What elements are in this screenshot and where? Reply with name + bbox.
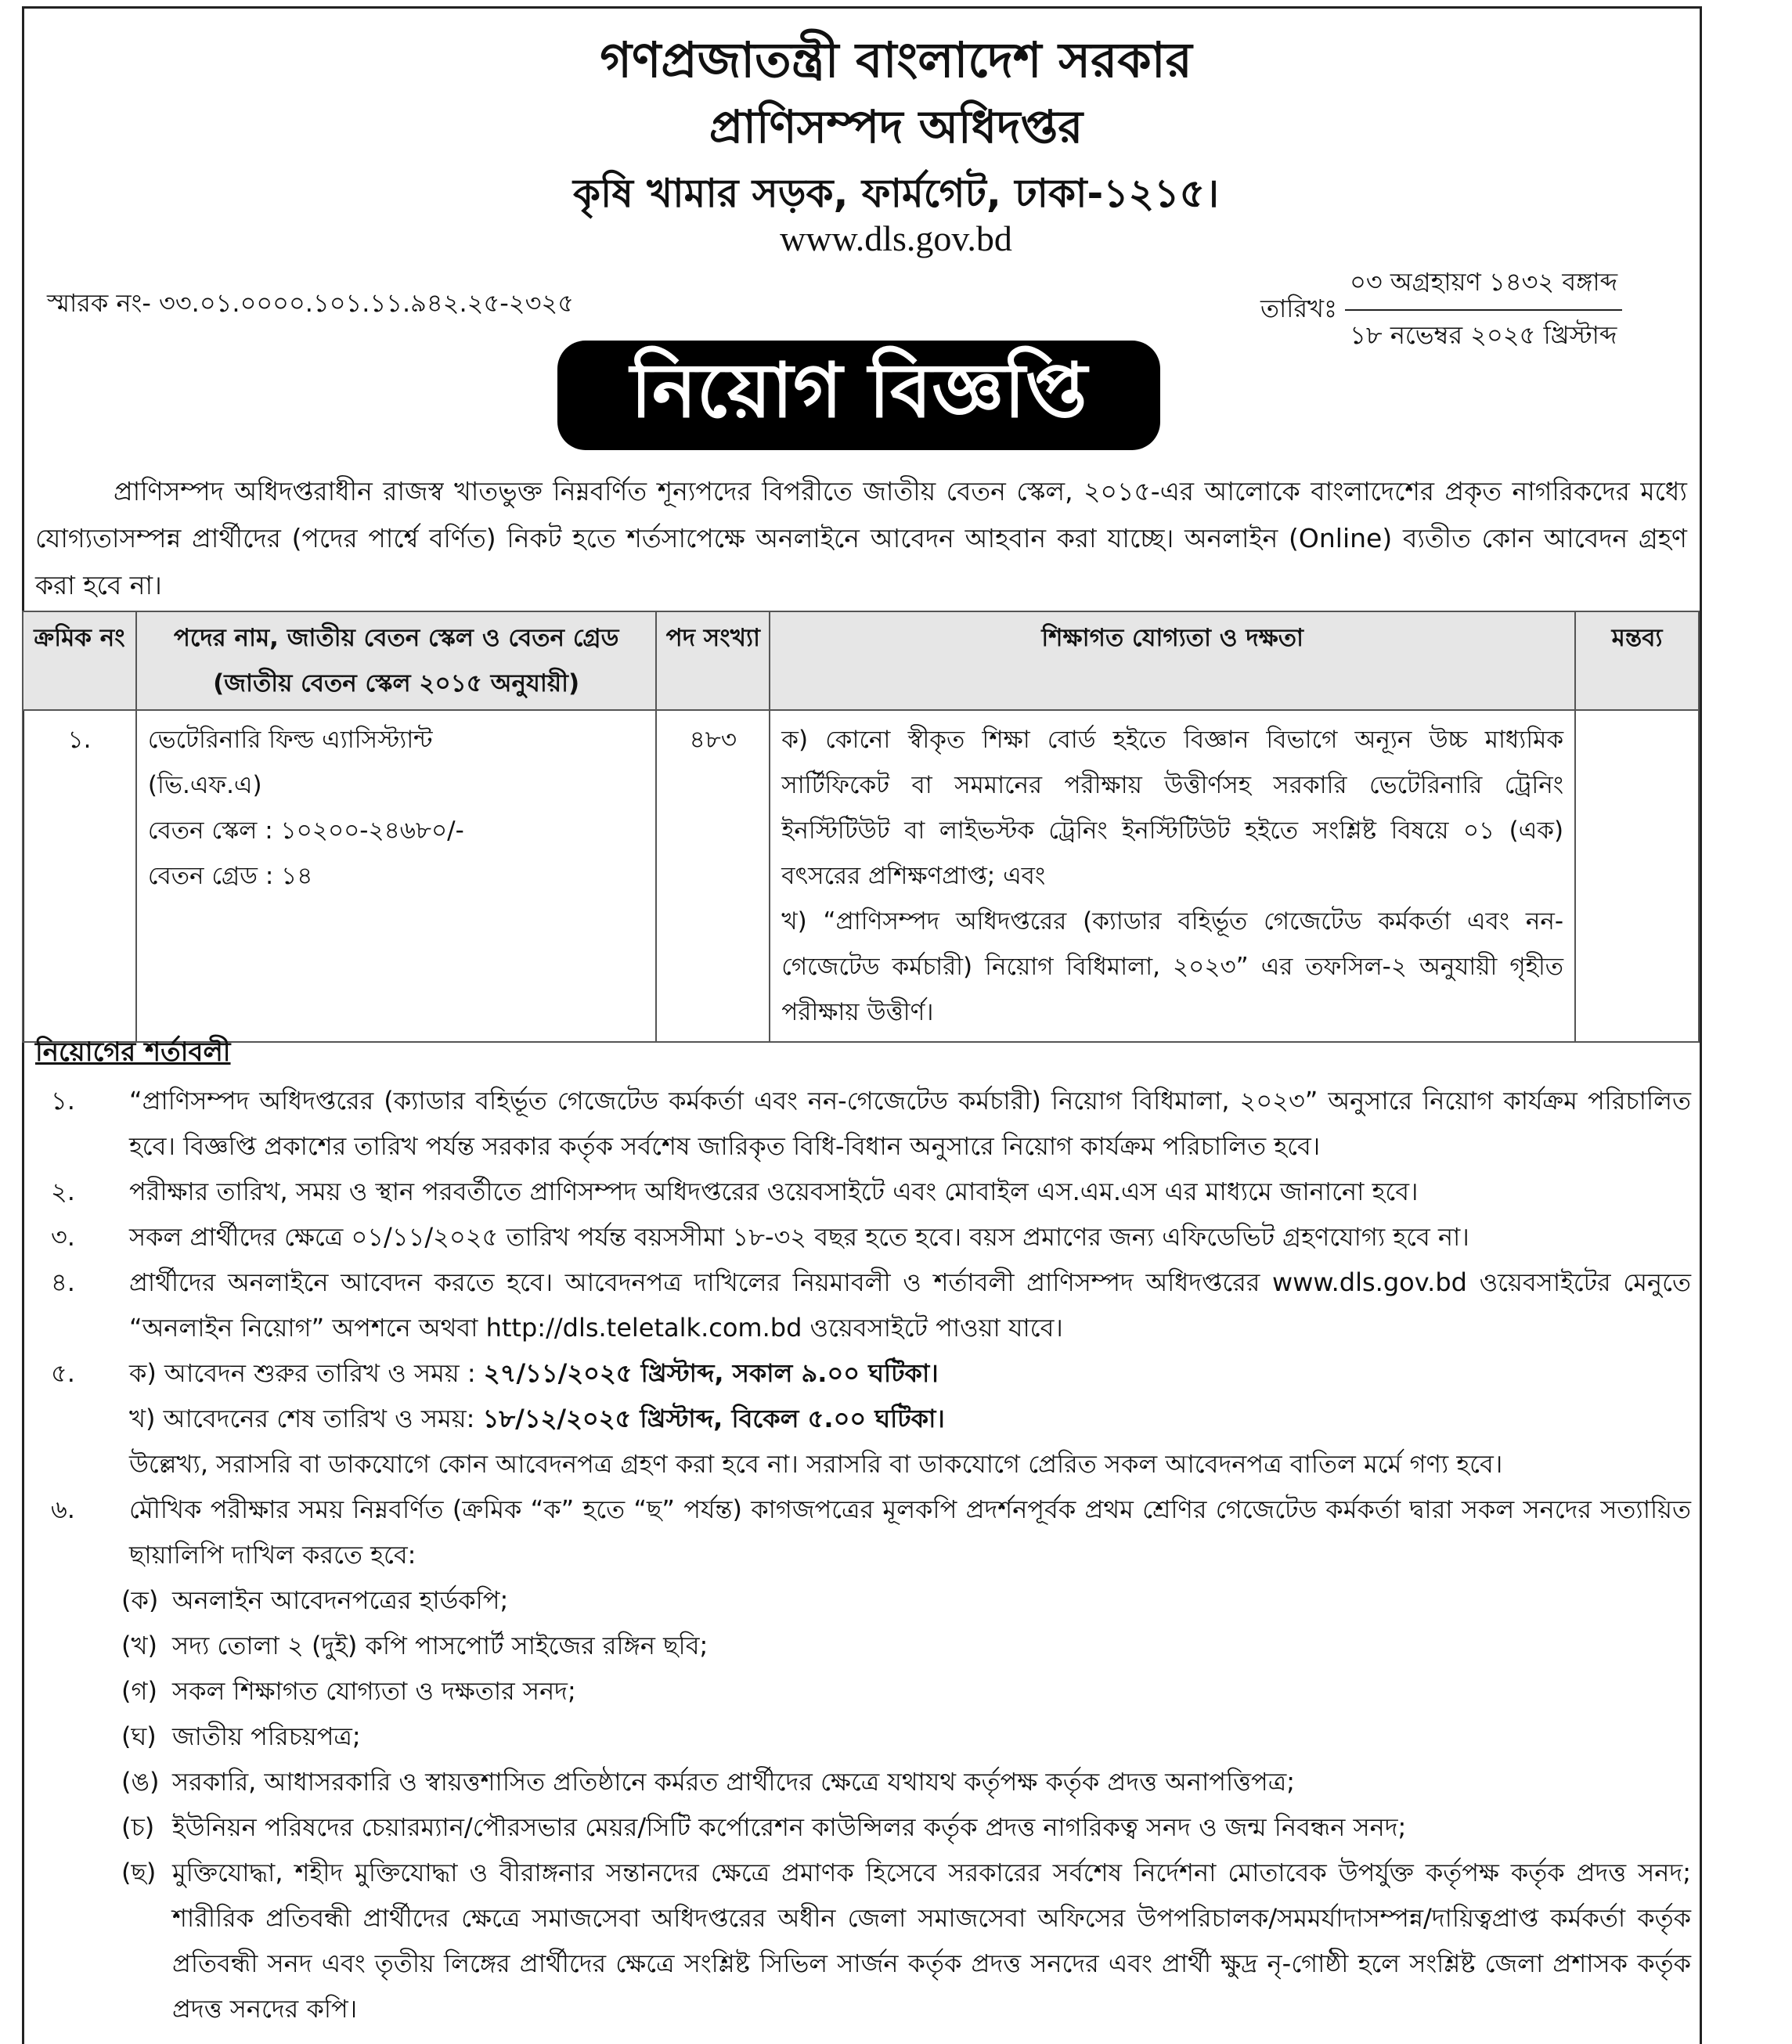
condition-item	[35, 1214, 1691, 1260]
end-label: খ) আবেদনের শেষ তারিখ ও সময়:	[129, 1404, 483, 1433]
document-text: অনলাইন আবেদনপত্রের হার্ডকপি;	[172, 1585, 509, 1615]
document-label: (গ)	[121, 1676, 157, 1706]
pay-scale: বেতন স্কেল : ১০২০০-২৪৬৮০/-	[147, 817, 464, 845]
condition-number: ১.	[51, 1086, 75, 1116]
condition-text: পরীক্ষার তারিখ, সময় ও স্থান পরবর্তীতে প্রাণিসম্পদ অধিদপ্তরের ওয়েবসাইটে এবং মোবাইল এস.এম.এস এর মাধ্যমে জানানো হবে।	[129, 1177, 1419, 1206]
website-link[interactable]: www.dls.gov.bd	[780, 218, 1012, 258]
document-label: (ঘ)	[121, 1721, 157, 1751]
qualification-a: ক) কোনো স্বীকৃত শিক্ষা বোর্ড হইতে বিজ্ঞান বিভাগে অন্যূন উচ্চ মাধ্যমিক সার্টিফিকেট বা সমমানের পরীক্ষায় উত্তীর্ণসহ সরকারি ভেটেরিনারি ট্রেনিং ইনস্টিটিউট বা লাইভস্টক ট্রেনিং ইনস্টিটিউট হইতে সংশ্লিষ্ট বিষয়ে ০১ (এক) বৎসরের প্রশিক্ষণপ্রাপ্ত; এবং	[781, 726, 1564, 890]
condition-item	[35, 1260, 1691, 1350]
post-name: ভেটেরিনারি ফিল্ড এ্যাসিস্ট্যান্ট	[147, 726, 433, 754]
cell-post	[136, 710, 656, 1042]
document-label: (চ)	[121, 1812, 155, 1842]
department-title: প্রাণিসম্পদ অধিদপ্তর	[709, 100, 1083, 153]
header-count: পদ সংখ্যা	[656, 611, 770, 710]
conditions-section	[35, 1029, 1691, 2031]
date-label: তারিখঃ	[1260, 294, 1338, 323]
cell-serial: ১.	[23, 710, 136, 1042]
condition-text: মৌখিক পরীক্ষার সময় নিম্নবর্ণিত (ক্রমিক “ক” হতে “ছ” পর্যন্ত) কাগজপত্রের মূলকপি প্রদর্শনপূর্বক প্রথম শ্রেণির গেজেটেড কর্মকর্তা দ্বারা সকল সনদের সত্যায়িত ছায়ালিপি দাখিল করতে হবে:	[129, 1494, 1691, 1570]
application-start	[129, 1350, 1691, 1396]
condition-item	[35, 1078, 1691, 1169]
document-item	[35, 1714, 1691, 1759]
table-row	[23, 710, 1699, 1042]
document-item	[35, 1577, 1691, 1623]
document-text: জাতীয় পরিচয়পত্র;	[172, 1721, 361, 1751]
document-text: মুক্তিযোদ্ধা, শহীদ মুক্তিযোদ্ধা ও বীরাঙ্গনার সন্তানদের ক্ষেত্রে প্রমাণক হিসেবে সরকারের সর্বশেষ নির্দেশনা মোতাবেক উপর্যুক্ত কর্তৃপক্ষ কর্তৃক প্রদত্ত সনদ; শারীরিক প্রতিবন্ধী প্রার্থীদের ক্ষেত্রে সমাজসেবা অধিদপ্তরের অধীন জেলা সমাজসেবা অফিসের উপপরিচালক/সমমর্যাদাসম্পন্ন/দায়িত্বপ্রাপ্ত কর্মকর্তা কর্তৃক প্রতিবন্ধী সনদ এবং তৃতীয় লিঙ্গের প্রার্থীদের ক্ষেত্রে সংশ্লিষ্ট সিভিল সার্জন কর্তৃক প্রদত্ত সনদের এবং প্রার্থী ক্ষুদ্র নৃ-গোষ্ঠী হলে সংশ্লিষ্ট জেলা প্রশাসক কর্তৃক প্রদত্ত সনদের কপি।	[172, 1858, 1691, 2024]
document-item	[35, 1668, 1691, 1714]
notice-banner: নিয়োগ বিজ্ঞপ্তি	[557, 341, 1160, 450]
condition-text: সকল প্রার্থীদের ক্ষেত্রে ০১/১১/২০২৫ তারিখ পর্যন্ত বয়সসীমা ১৮-৩২ বছর হতে হবে। বয়স প্রমাণের জন্য এফিডেভিট গ্রহণযোগ্য হবে না।	[129, 1222, 1469, 1252]
qualification-b: খ) “প্রাণিসম্পদ অধিদপ্তরের (ক্যাডার বহির্ভূত গেজেটেড কর্মকর্তা এবং নন-গেজেটেড কর্মচারী) নিয়োগ বিধিমালা, ২০২৩” এর তফসিল-২ অনুযায়ী গৃহীত পরীক্ষায় উত্তীর্ণ।	[781, 907, 1564, 1026]
condition-number: ৫.	[51, 1358, 75, 1388]
condition-text: “প্রাণিসম্পদ অধিদপ্তরের (ক্যাডার বহির্ভূত গেজেটেড কর্মকর্তা এবং নন-গেজেটেড কর্মচারী) নিয়োগ বিধিমালা, ২০২৩” অনুসারে নিয়োগ কার্যক্রম পরিচালিত হবে। বিজ্ঞপ্তি প্রকাশের তারিখ পর্যন্ত সরকার কর্তৃক সর্বশেষ জারিকৃত বিধি-বিধান অনুসারে নিয়োগ কার্যক্রম পরিচালিত হবে।	[129, 1086, 1691, 1161]
condition-number: ৬.	[51, 1494, 75, 1524]
header-qualification: শিক্ষাগত যোগ্যতা ও দক্ষতা	[770, 611, 1575, 710]
document-label: (ছ)	[121, 1858, 157, 1887]
end-value: ১৮/১২/২০২৫ খ্রিস্টাব্দ, বিকেল ৫.০০ ঘটিকা।	[482, 1404, 945, 1433]
document-label: (ঙ)	[121, 1767, 160, 1797]
government-title: গণপ্রজাতন্ত্রী বাংলাদেশ সরকার	[600, 31, 1192, 88]
header-remarks: মন্তব্য	[1575, 611, 1699, 710]
condition-item-dates	[35, 1350, 1691, 1487]
document-item	[35, 1759, 1691, 1804]
condition-text: প্রার্থীদের অনলাইনে আবেদন করতে হবে। আবেদনপত্র দাখিলের নিয়মাবলী ও শর্তাবলী প্রাণিসম্পদ অধিদপ্তরের www.dls.gov.bd ওয়েবসাইটের মেনুতে “অনলাইন নিয়োগ” অপশনে অথবা http://dls.teletalk.com.bd ওয়েবসাইটে পাওয়া যাবে।	[129, 1267, 1691, 1343]
table-header-row	[23, 611, 1699, 710]
condition-item	[35, 1487, 1691, 1577]
pay-grade: বেতন গ্রেড : ১৪	[147, 862, 313, 890]
header-serial: ক্রমিক নং	[23, 611, 136, 710]
date-bangla: ০৩ অগ্রহায়ণ ১৪৩২ বঙ্গাব্দ	[1345, 262, 1622, 311]
post-abbr: (ভি.এফ.এ)	[147, 771, 262, 799]
intro-paragraph: প্রাণিসম্পদ অধিদপ্তরাধীন রাজস্ব খাতভুক্ত নিম্নবর্ণিত শূন্যপদের বিপরীতে জাতীয় বেতন স্কেল, ২০১৫-এর আলোকে বাংলাদেশের প্রকৃত নাগরিকদের মধ্যে যোগ্যতাসম্পন্ন প্রার্থীদের (পদের পার্শ্বে বর্ণিত) নিকট হতে শর্তসাপেক্ষে অনলাইনে আবেদন আহবান করা যাচ্ছে। অনলাইন (Online) ব্যতীত কোন আবেদন গ্রহণ করা হবে না।	[35, 476, 1687, 600]
condition-number: ২.	[51, 1177, 75, 1206]
start-value: ২৭/১১/২০২৫ খ্রিস্টাব্দ, সকাল ৯.০০ ঘটিকা।	[483, 1358, 939, 1388]
header-post-label: পদের নাম, জাতীয় বেতন স্কেল ও বেতন গ্রেড	[173, 624, 619, 652]
condition-item	[35, 1169, 1691, 1214]
document-item	[35, 1623, 1691, 1668]
date-english: ১৮ নভেম্বর ২০২৫ খ্রিস্টাব্দ	[1350, 320, 1617, 350]
document-text: ইউনিয়ন পরিষদের চেয়ারম্যান/পৌরসভার মেয়র/সিটি কর্পোরেশন কাউন্সিলর কর্তৃক প্রদত্ত নাগরিকত্ব সনদ ও জন্ম নিবন্ধন সনদ;	[172, 1812, 1407, 1842]
document-item	[35, 1850, 1691, 2031]
conditions-title: নিয়োগের শর্তাবলী	[35, 1036, 231, 1068]
document-text: সদ্য তোলা ২ (দুই) কপি পাসপোর্ট সাইজের রঙ্গিন ছবি;	[172, 1631, 709, 1660]
document-text: সকল শিক্ষাগত যোগ্যতা ও দক্ষতার সনদ;	[172, 1676, 576, 1706]
date-block	[1260, 262, 1622, 358]
condition-dates	[129, 1350, 1691, 1487]
cell-qualification	[770, 710, 1575, 1042]
header-post-sub: (জাতীয় বেতন স্কেল ২০১৫ অনুযায়ী)	[213, 669, 580, 698]
document-label: (ক)	[121, 1585, 159, 1615]
address: কৃষি খামার সড়ক, ফার্মগেট, ঢাকা-১২১৫।	[573, 171, 1219, 216]
vacancy-table	[22, 611, 1700, 1043]
memo-number: স্মারক নং- ৩৩.০১.০০০০.১০১.১১.৯৪২.২৫-২৩২৫	[47, 288, 574, 318]
document-text: সরকারি, আধাসরকারি ও স্বায়ত্তশাসিত প্রতিষ্ঠানে কর্মরত প্রার্থীদের ক্ষেত্রে যথাযথ কর্তৃপক্ষ কর্তৃক প্রদত্ত অনাপত্তিপত্র;	[172, 1767, 1296, 1797]
condition-number: ৪.	[51, 1267, 75, 1297]
cell-count: ৪৮৩	[656, 710, 770, 1042]
condition-number: ৩.	[51, 1222, 75, 1252]
header-post	[136, 611, 656, 710]
document-label: (খ)	[121, 1631, 157, 1660]
application-note: উল্লেখ্য, সরাসরি বা ডাকযোগে কোন আবেদনপত্র গ্রহণ করা হবে না। সরাসরি বা ডাকযোগে প্রেরিত সকল আবেদনপত্র বাতিল মর্মে গণ্য হবে।	[129, 1449, 1503, 1479]
application-end	[129, 1396, 1691, 1441]
start-label: ক) আবেদন শুরুর তারিখ ও সময় :	[129, 1358, 484, 1388]
document-item	[35, 1804, 1691, 1850]
cell-remarks	[1575, 710, 1699, 1042]
